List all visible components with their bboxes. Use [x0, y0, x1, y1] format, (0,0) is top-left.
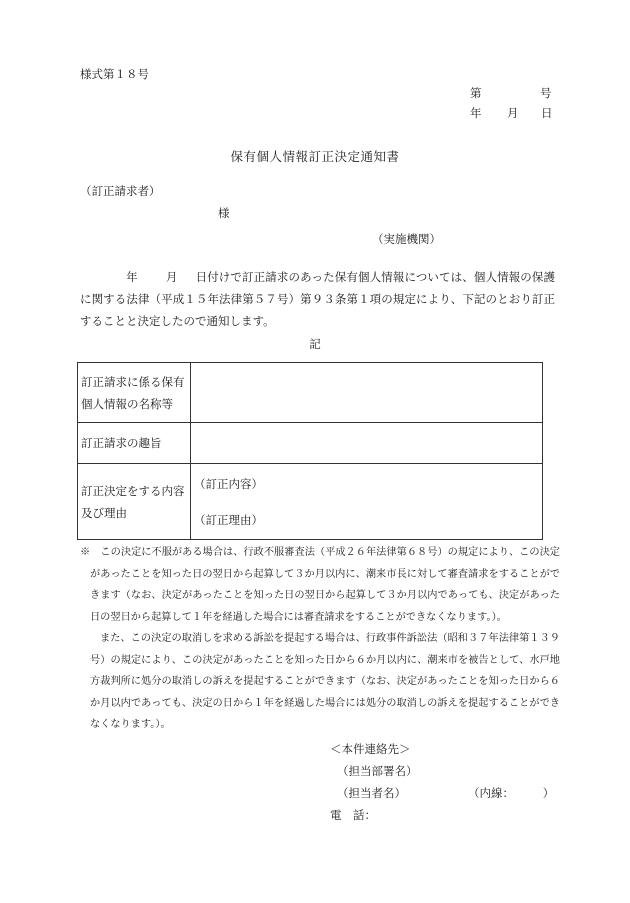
correction-content-label: （訂正内容） — [194, 476, 263, 491]
addressee-honorific: 様 — [218, 206, 230, 220]
contact-department: （担当部署名） — [337, 764, 418, 778]
table-row — [78, 464, 543, 540]
contact-heading: ＜本件連絡先＞ — [330, 742, 411, 756]
date-day-label: 日 — [541, 106, 553, 120]
table-row-value — [191, 363, 543, 423]
table-row-label: 訂正請求に係る保有個人情報の名称等 — [78, 363, 191, 423]
document-number-label: 第 — [470, 86, 482, 100]
contact-extension: （内線： ） — [468, 786, 555, 800]
contact-person-line — [330, 782, 554, 804]
body-text: 日付けで訂正請求のあった保有個人情報については、個人情報の保護に関する法律（平成１５年法律第５７号）第９３条第１項の規定により、下記のとおり訂正することと決定したので通知します。 — [80, 270, 556, 328]
ki-heading: 記 — [309, 337, 321, 351]
body-month: 月 — [165, 270, 178, 284]
form-number: 様式第１８号 — [80, 67, 149, 81]
correction-reason-label: （訂正理由） — [194, 512, 263, 527]
table-row — [78, 363, 543, 423]
date-month-label: 月 — [507, 106, 519, 120]
table-row-value — [191, 423, 543, 464]
document-title: 保有個人情報訂正決定通知書 — [230, 149, 400, 164]
decision-table — [77, 362, 543, 540]
body-paragraph — [80, 266, 555, 332]
contact-phone: 電 話： — [330, 808, 376, 822]
document-number-suffix: 号 — [540, 86, 552, 100]
table-row-label: 訂正決定をする内容及び理由 — [78, 464, 191, 540]
contact-person: （担当者名） — [337, 786, 406, 800]
body-year: 年 — [126, 270, 138, 284]
table-row-value — [191, 464, 543, 540]
contact-block — [330, 738, 554, 826]
lawsuit-note: また、この決定の取消しを求める訴訟を提起する場合は、行政事件訴訟法（昭和３７年法律第１３９号）の規定により、この決定があったことを知った日から６か月以内に、潮来市を被告として、水戸地方裁判所に処分の取消しの訴えを提起することができます（なお、決定があったことを知った日から６か月以内であっても、決定の日から１年を経過した場合には処分の取消しの訴えを提起することができなくなります。）。 — [90, 633, 560, 730]
requester-label: （訂正請求者） — [80, 184, 161, 198]
date-year-label: 年 — [470, 106, 482, 120]
appeal-note: ※ この決定に不服がある場合は、行政不服審査法（平成２６年法律第６８号）の規定により、この決定があったことを知った日の翌日から起算して３か月以内に、潮来市長に対して審査請求をすることができます（なお、決定があったことを知った日の翌日から起算して３か月以内であっても、決定があった日の翌日から起算して１年を経過した場合には審査請求をすることができなくなります。）。 — [80, 547, 560, 623]
table-row — [78, 423, 543, 464]
notes-section — [80, 542, 560, 736]
agency-label: （実施機関） — [372, 232, 441, 246]
table-row-label: 訂正請求の趣旨 — [78, 423, 191, 464]
